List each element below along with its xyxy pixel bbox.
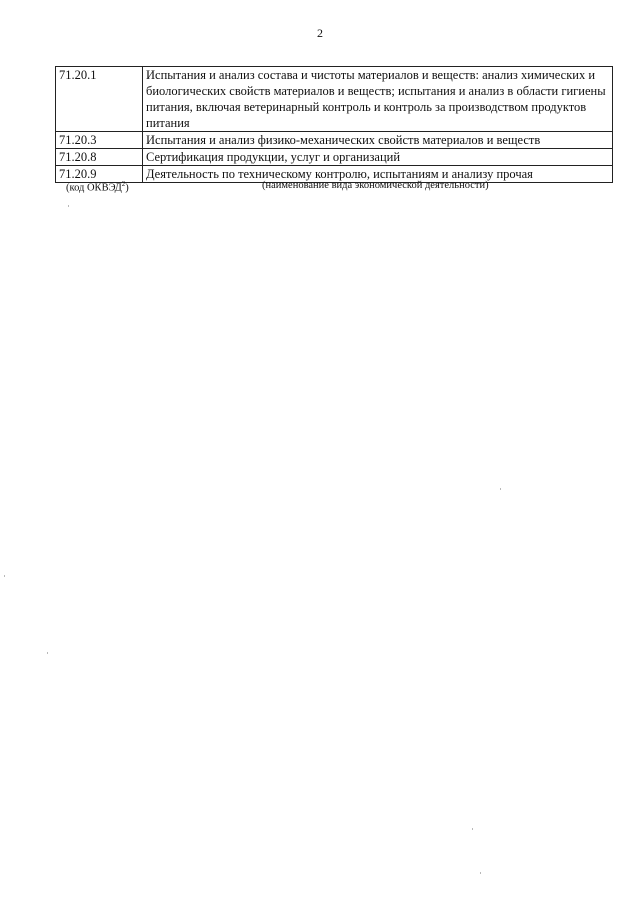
activity-description-cell: Сертификация продукции, услуг и организаций: [143, 149, 613, 166]
activity-description-cell: Испытания и анализ физико-механических свойств материалов и веществ: [143, 132, 613, 149]
okved-code-caption-close: ): [125, 182, 129, 194]
scan-speck: [500, 488, 501, 490]
table-row: [56, 149, 613, 166]
okved-code-cell: 71.20.3: [56, 132, 143, 149]
okved-code-cell: 71.20.8: [56, 149, 143, 166]
scan-speck: [4, 575, 5, 577]
page-number: 2: [317, 26, 323, 40]
okved-code-cell: 71.20.9: [56, 166, 143, 183]
scan-speck: [68, 205, 69, 207]
table-row: [56, 67, 613, 132]
okved-code-caption-text: (код ОКВЭД: [66, 182, 122, 194]
scan-speck: [480, 872, 481, 874]
table-row: [56, 132, 613, 149]
scan-speck: [472, 828, 473, 830]
scan-speck: [47, 652, 48, 654]
okved-code-caption: [66, 180, 129, 194]
okved-activity-table: [55, 66, 613, 183]
activity-name-caption: (наименование вида экономической деятельности): [262, 180, 489, 191]
activity-description-cell: Испытания и анализ состава и чистоты материалов и веществ: анализ химических и биологических свойств материалов и веществ; испытания и анализ в области гигиены питания, включая ветеринарный контроль и контроль за производством продуктов питания: [143, 67, 613, 132]
activity-description-cell: Деятельность по техническому контролю, испытаниям и анализу прочая: [143, 166, 613, 183]
footnote-marker: 2: [121, 180, 126, 188]
okved-code-cell: 71.20.1: [56, 67, 143, 132]
